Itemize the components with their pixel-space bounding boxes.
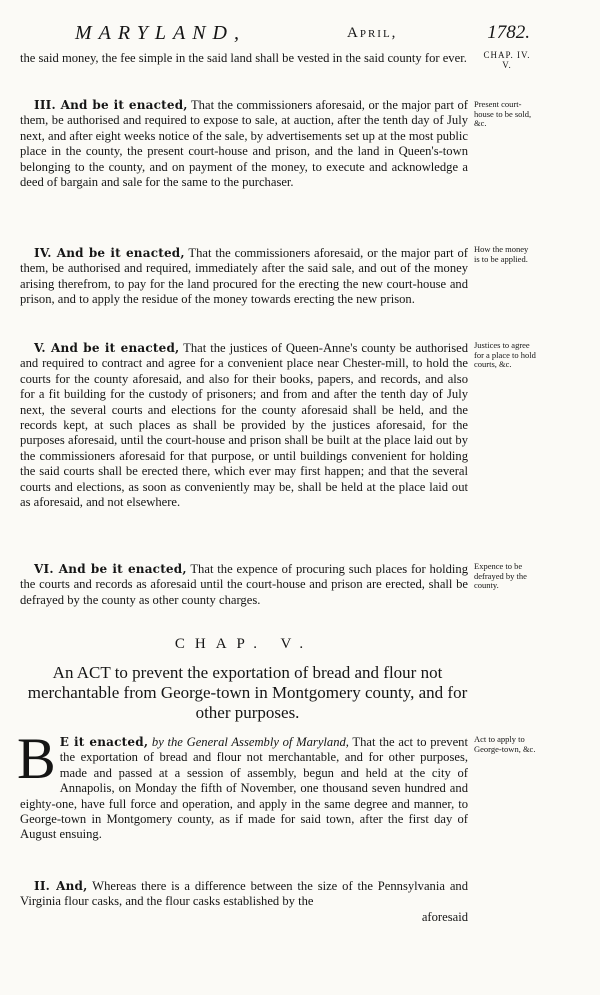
- margin-chap-reference: CHAP. IV. V.: [483, 50, 531, 70]
- running-header: [75, 20, 530, 46]
- section-6: [20, 562, 468, 608]
- section-1-enacting-authority: by the General Assembly of Maryland,: [148, 735, 349, 749]
- section-2-body: Whereas there is a difference between the size of the Pennsylvania and Virginia flour casks, and the flour casks established by the: [20, 879, 469, 909]
- section-3-body: That the commissioners aforesaid, or the major part of them, be authorised and required to expose to sale, at auction, after the tenth day of July next, and after eight weeks notice of the sale, by advertisements set up at the most public place in the county, the present court-house and prison, and the land in Queen's-town belonging to the county, and on payment of the money, to execute and acknowledge a deed of bargain and sale for the same to the purchaser.: [20, 98, 469, 190]
- section-4-lead: IV. And be it enacted,: [34, 246, 185, 260]
- margin-note-1: Act to apply to George-town, &c.: [474, 734, 536, 754]
- section-1: [17, 726, 468, 843]
- section-2: [20, 879, 468, 925]
- header-year: 1782.: [487, 22, 530, 43]
- section-2-lead: II. And,: [34, 879, 88, 893]
- margin-note-6: Expence to be defrayed by the county.: [474, 561, 527, 590]
- drop-cap: B: [17, 726, 56, 791]
- header-month: April,: [347, 25, 398, 41]
- margin-note-4: How the money is to be applied.: [474, 244, 529, 264]
- section-1-lead: E it enacted,: [59, 735, 149, 749]
- section-5-lead: V. And be it enacted,: [34, 341, 180, 355]
- intro-paragraph: [20, 51, 468, 66]
- section-1-body: That the act to prevent the exportation of bread and flour not merchantable, and for other purposes, made and passed at a session of assembly, begun and held at the city of Annapolis, on Monday the fifth of November, one thousand seven hundred and eighty-one, have full force and operation, and apply in the same degree and manner, to George-town in Montgomery county, as if made for said town, after the first day of August ensuing.: [20, 735, 468, 842]
- section-4: [20, 246, 468, 308]
- section-6-body: That the expence of procuring such places for holding the courts and records as aforesaid until the court-house and prison are erected, shall be defrayed by the county as other county charges.: [20, 562, 469, 607]
- margin-note-5: Justices to agree for a place to hold courts, &c.: [474, 340, 536, 369]
- section-3-lead: III. And be it enacted,: [34, 98, 188, 112]
- section-5-body: That the justices of Queen-Anne's county be authorised and required to contract and agree for a convenient place near Chester-mill, to hold the courts for the county aforesaid, and also for their books, papers, and records, and also for a fit building for the custody of prisoners; and from and after the tenth day of July next, the several courts and elections for the county aforesaid shall be held, and the records kept, at such places as shall be provided by the justices aforesaid, for the purposes aforesaid, until the court-house and prison shall be built at the place laid out by the commissioners aforesaid for that purpose, or until buildings convenient for holding the said courts shall be erected there, which ever may first happen; and that the several courts and elections, as soon as conveniently may be, shall be held at the place laid out as aforesaid, and not elsewhere.: [20, 341, 468, 510]
- act-title: An ACT to prevent the exportation of bread and flour not merchantable from George-town in Montgomery county, and for other purposes.: [27, 663, 468, 722]
- section-5: [20, 341, 468, 510]
- section-6-lead: VI. And be it enacted,: [34, 562, 187, 576]
- section-4-body: That the commissioners aforesaid, or the major part of them, be authorised and required, immediately after the said sale, and out of the money arising therefrom, to pay for the land procured for the erecting the new court-house and prison, and to apply the residue of the money towards erecting the new prison.: [20, 246, 468, 307]
- catchword: aforesaid: [421, 909, 468, 924]
- margin-note-3: Present court-house to be sold, &c.: [474, 99, 532, 128]
- section-3: [20, 98, 468, 190]
- header-state: MARYLAND,: [75, 22, 246, 44]
- intro-text: the said money, the fee simple in the said land shall be vested in the said county for ever.: [20, 51, 467, 65]
- chapter-heading: CHAP. V.: [174, 636, 314, 652]
